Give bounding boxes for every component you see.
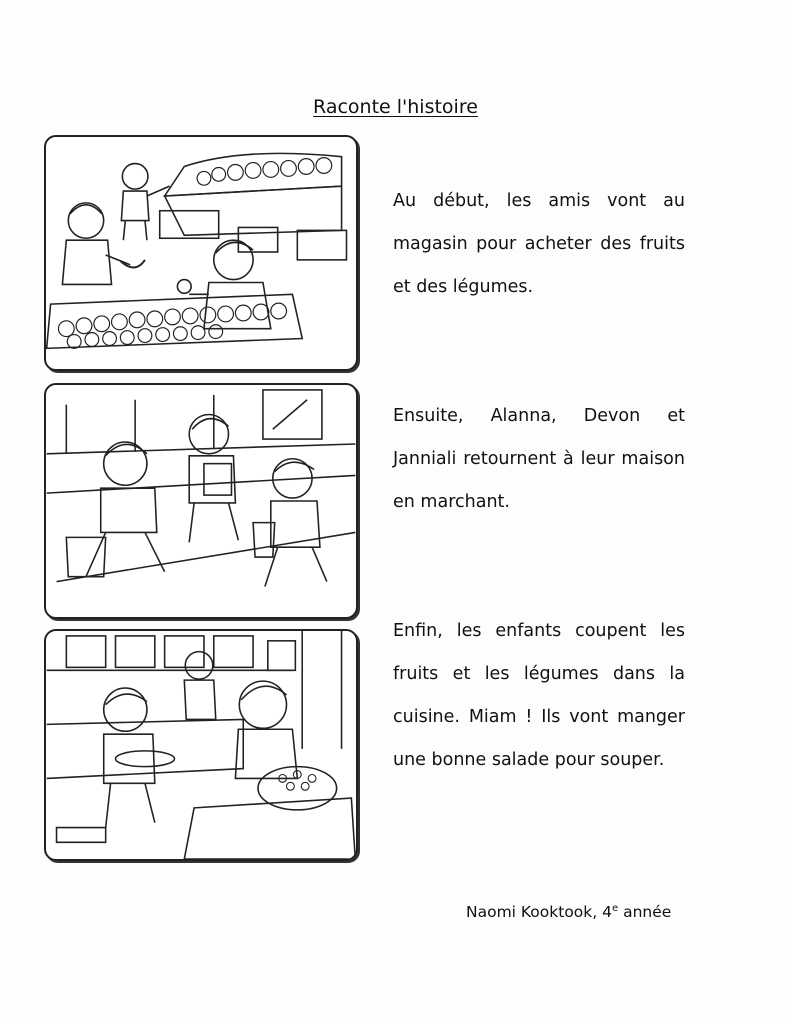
- page-title: Raconte l'histoire: [313, 96, 478, 118]
- grade-suffix: année: [618, 903, 672, 922]
- kitchen-salad-illustration: [44, 629, 358, 861]
- walking-home-illustration: [44, 383, 358, 619]
- author-signature: [466, 903, 696, 921]
- author-name: Naomi Kooktook, 4: [466, 903, 612, 922]
- story-text-2: Ensuite, Alanna, Devon et Janniali retournent à leur maison en marchant.: [393, 406, 685, 512]
- grade-superscript: e: [611, 903, 619, 914]
- story-text-1: Au début, les amis vont au magasin pour acheter des fruits et des légumes.: [393, 191, 685, 297]
- story-text-3: Enfin, les enfants coupent les fruits et les légumes dans la cuisine. Miam ! Ils vont manger une bonne salade pour souper.: [393, 621, 685, 770]
- grocery-store-illustration: [44, 135, 358, 371]
